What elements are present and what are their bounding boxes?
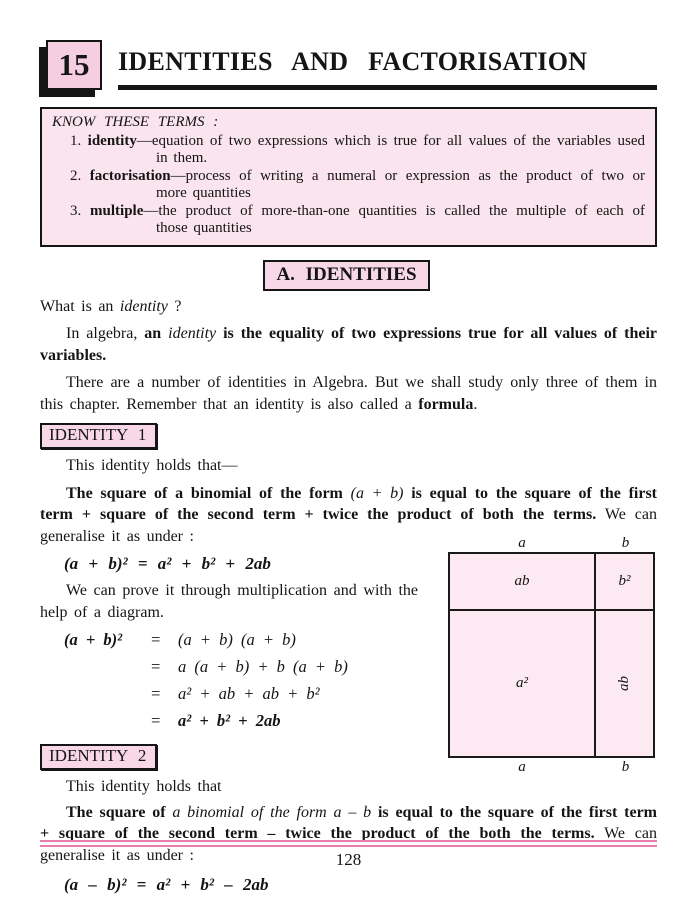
chapter-number-box [46,40,102,90]
derivation-lhs: (a + b)² [64,630,123,649]
derivation-rhs: a² + b² + 2ab [178,711,281,730]
term-number: 1. [70,132,82,149]
diagram-top-labels [448,534,655,552]
text-run: ? [167,297,182,315]
footer-double-rule [40,840,657,847]
section-a-heading: A. IDENTITIES [263,260,429,291]
diagram-square [448,552,655,758]
text-run: What is an [40,297,120,315]
identity-1-label: IDENTITY 1 [40,423,157,449]
term-item-factorisation [52,168,645,203]
derivation-lhs [64,680,150,707]
proof-and-diagram-zone [0,535,693,798]
proof-column [0,554,418,798]
derivation-lhs [64,707,150,734]
identity-2-holds-line: This identity holds that [66,778,222,795]
term-word: identity [87,132,137,149]
diagram-bottom-labels [448,758,655,776]
identities-count-paragraph [40,372,657,415]
page-footer [40,840,657,870]
text-run-bold: an [144,325,169,342]
chapter-number: 15 [58,47,90,82]
text-run: In algebra, [66,325,145,342]
term-word: factorisation [89,167,171,184]
term-number: 3. [70,202,82,219]
identity-1-formula: (a + b)² = a² + b² + 2ab [64,554,271,573]
text-run-bold: is equal to the square of the first term + square of the second term – twice the product of the both the terms. [40,803,658,842]
diagram-cell-ab-top: ab [450,554,596,611]
derivation-step [64,626,418,653]
equals-sign: = [150,711,162,730]
equals-sign: = [150,630,162,649]
term-number: 2. [70,167,82,184]
equals-sign: = [150,657,162,676]
term-item-multiple [52,203,645,238]
square-area-diagram [448,534,655,776]
text-run-bold: is equal to the square of the first term + square of the second term + twice the product of both the terms. [40,484,658,523]
page-number: 128 [335,850,362,869]
text-run-italic: a binomial of the form a – b [172,803,378,821]
identity-2-formula: (a – b)² = a² + b² – 2ab [64,875,269,894]
term-word: multiple [90,202,144,219]
rotated-ab-label: ab [616,676,632,691]
text-run: . [473,395,478,413]
title-rule [118,40,657,90]
term-definition: —process of writing a numeral or expression as the product of two or more quantities [156,167,646,201]
text-run-italic: (a + b) [350,484,404,502]
derivation-step [64,680,418,707]
know-these-terms-box [40,107,657,247]
diagram-label-b-top: b [621,535,630,551]
diagram-cell-ab-side [596,611,653,756]
derivation-rhs: (a + b) (a + b) [178,630,296,649]
text-run-italic: identity [168,325,224,342]
text-run: There are a number of identities in Algebra. But we shall study only three of them in this chapter. Remember that an identity is also called a [40,374,657,413]
equals-sign: = [150,684,162,703]
term-definition: —the product of more-than-one quantities is called the multiple of each of those quantities [143,202,645,236]
text-run-bold: The square of [66,803,173,821]
diagram-cell-b-squared: b² [596,554,653,611]
identity-definition-paragraph [40,323,657,366]
identity-2-label: IDENTITY 2 [40,744,157,770]
text-run: We can generalise it as under : [40,825,657,864]
diagram-label-a-top: a [518,535,526,551]
terms-heading: KNOW THESE TERMS : [52,114,219,130]
derivation-block [64,626,418,734]
text-run-bold: The square of a binomial of the form [66,484,351,502]
chapter-header [0,0,693,90]
text-run: We can generalise it as under : [40,506,658,545]
text-run-italic: identity [119,297,168,315]
diagram-label-a-bottom: a [518,759,526,775]
derivation-rhs: a² + ab + ab + b² [178,684,320,703]
term-item-identity [52,133,645,168]
term-definition: —equation of two expressions which is true for all values of the variables used in them. [136,132,645,166]
identity-1-holds-line: This identity holds that— [66,457,238,474]
page-title: IDENTITIES AND FACTORISATION [118,46,588,76]
text-run-bold: is the equality of two expressions true for all values of their variables. [40,325,658,364]
question-line [40,296,657,318]
text-run-bold: formula [418,395,474,413]
diagram-label-b-bottom: b [621,759,630,775]
derivation-step [64,653,418,680]
derivation-lhs [64,653,150,680]
derivation-rhs: a (a + b) + b (a + b) [178,657,348,676]
diagram-cell-a-squared: a² [450,611,596,756]
prove-paragraph: We can prove it through multiplication and with the help of a diagram. [40,582,418,621]
derivation-result [64,707,418,734]
